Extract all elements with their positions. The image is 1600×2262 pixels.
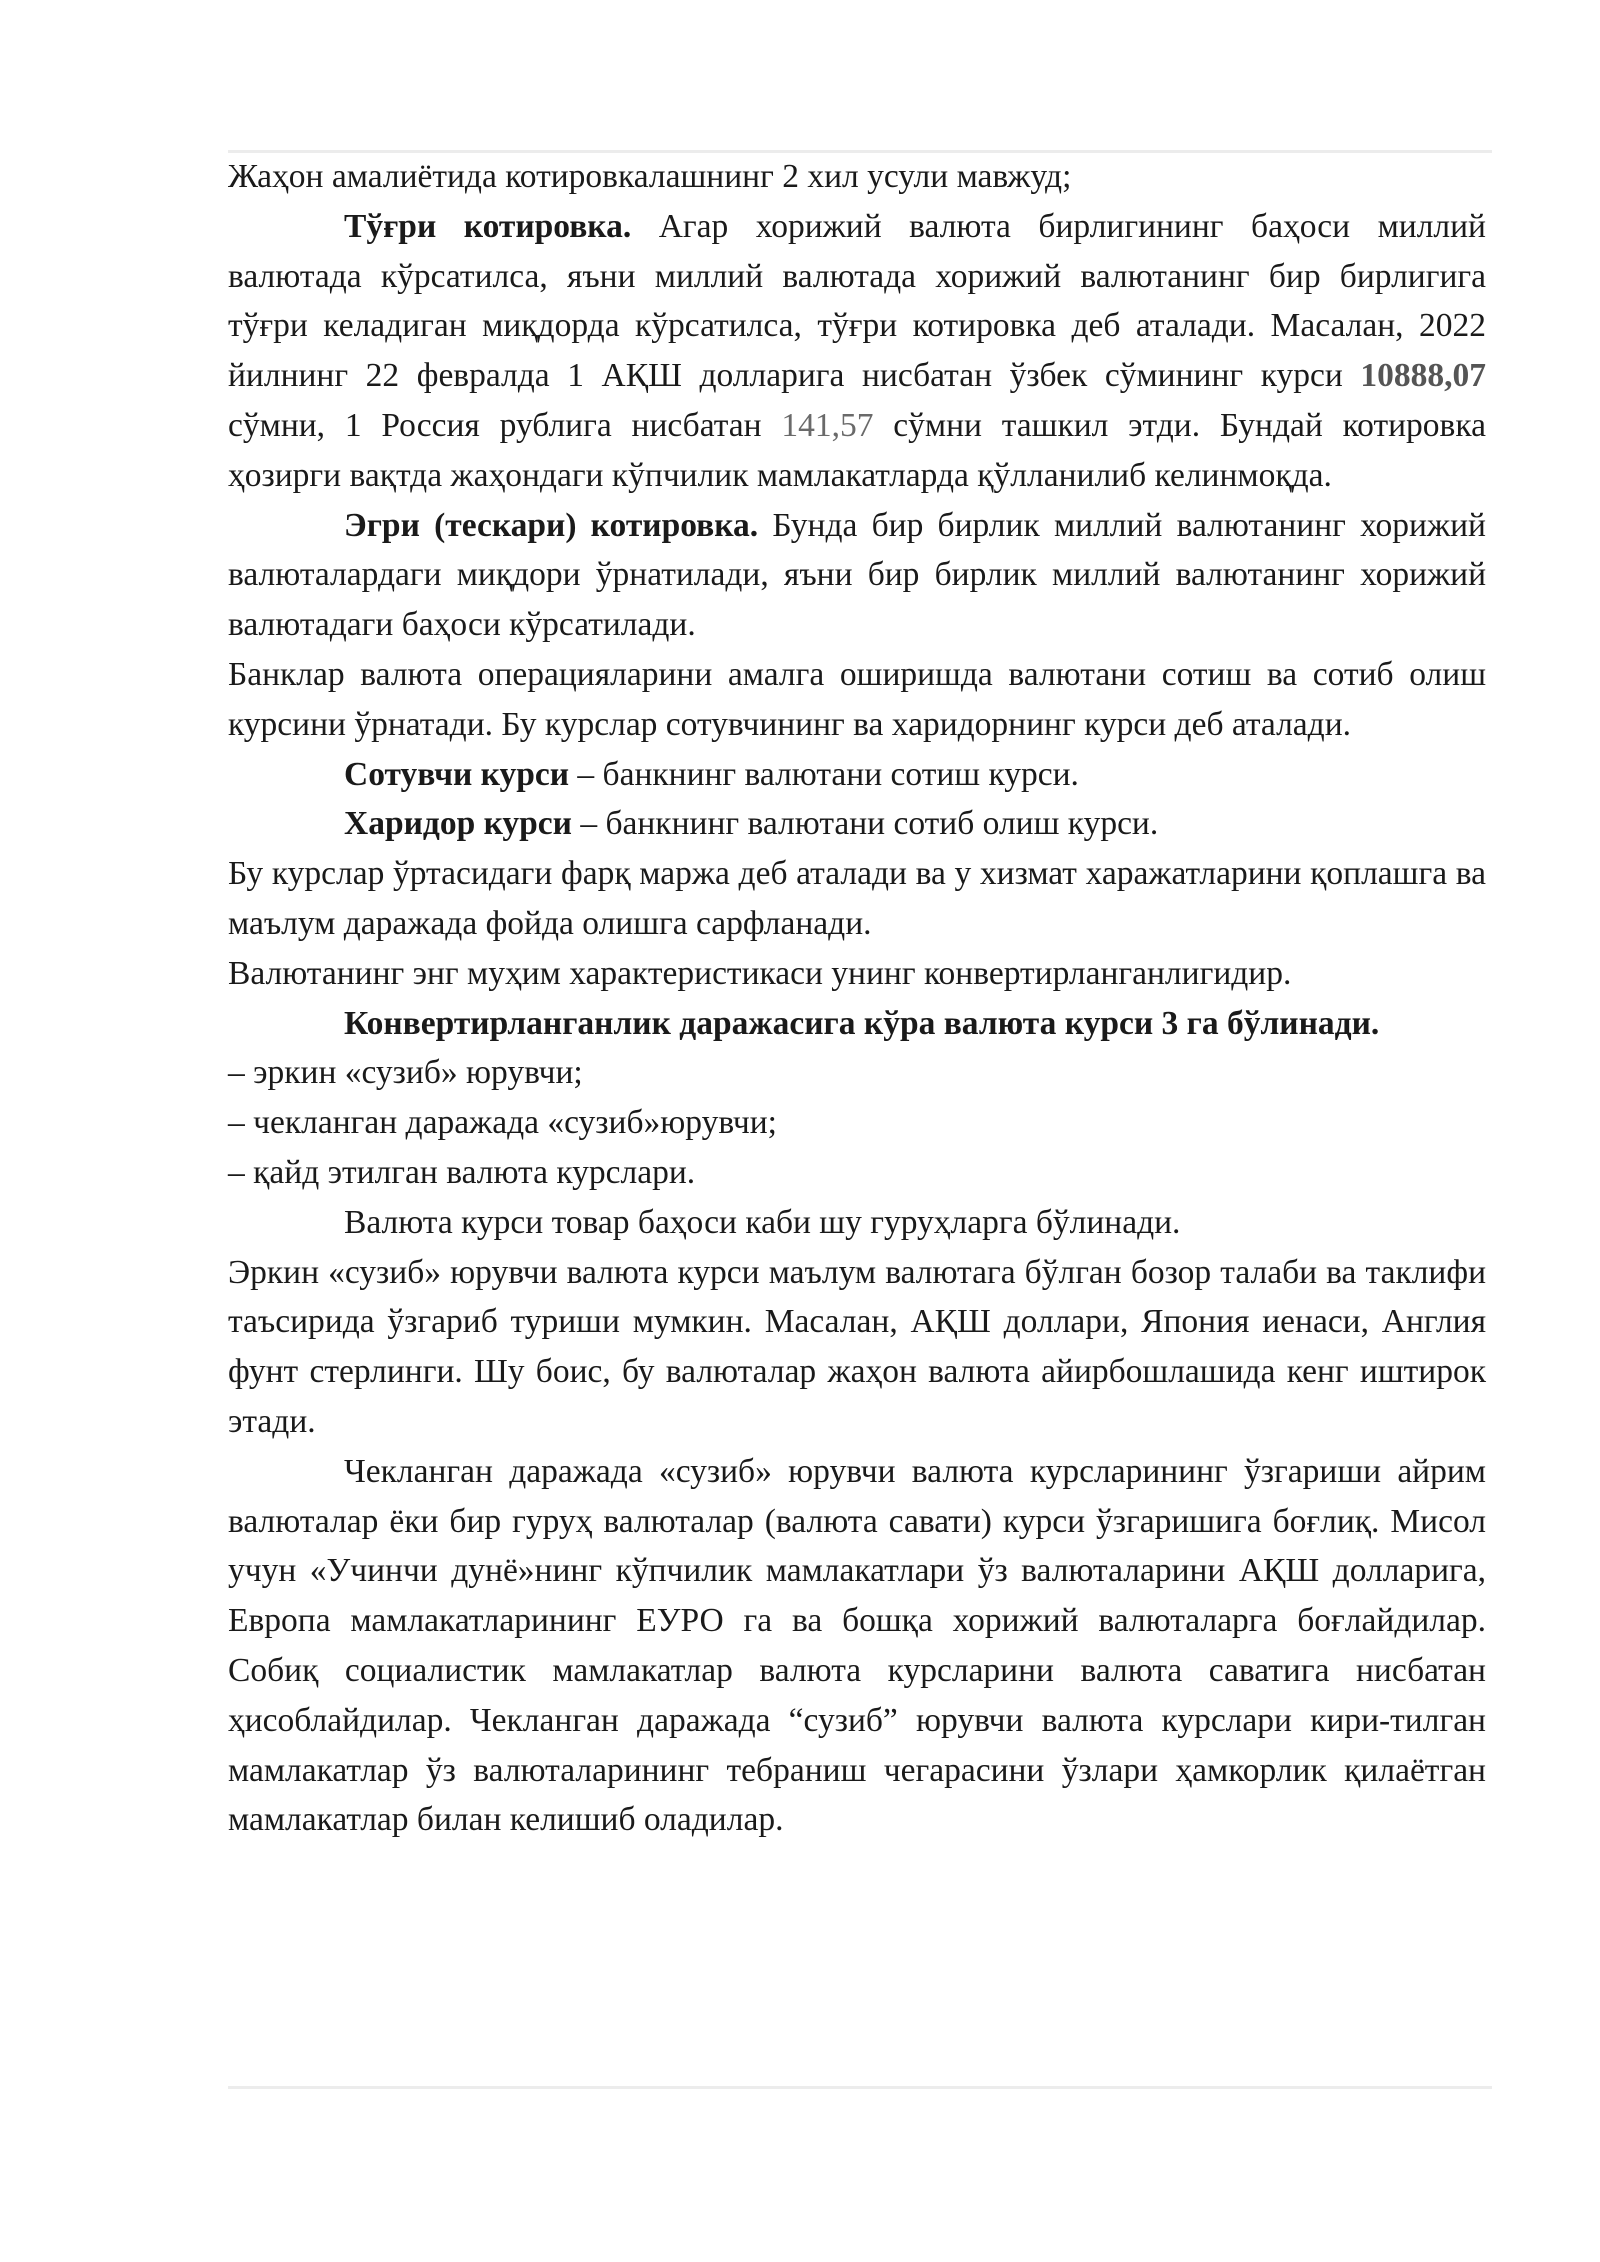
indirect-quotation-paragraph [228,501,1486,650]
seller-rate-text: – банкнинг валютани сотиш курси. [569,755,1079,793]
indirect-quotation-term: Эгри (тескари) котировка. [344,506,759,544]
buyer-rate-term: Харидор курси [344,805,572,843]
document-body [228,152,1486,1845]
convertibility-heading-text: Конвертирланганлик даражасига кўра валюта курси 3 га бўлинади. [344,1004,1380,1042]
direct-quotation-paragraph [228,202,1486,501]
direct-quotation-text-middle: сўмни, 1 Россия рублига нисбатан [228,406,782,444]
buyer-rate-text: – банкнинг валютани сотиб олиш курси. [571,805,1159,843]
direct-quotation-text: Агар хорижий валюта бирлигининг баҳоси миллий валютада кўрсатилса, яъни миллий валютада хорижий валютанинг бир бирлигига тўғри келадиган миқдорда кўрсатилса, тўғри котировка деб аталади. Масалан, 2022 йилнинг 22 февралда 1 АҚШ долларига нисбатан ўзбек сўмининг курси [228,207,1486,395]
indirect-quotation-text: Бунда бир бирлик миллий валютанинг хорижий валюталардаги миқдори ўрнатилади, яъни бир бирлик миллий валютанинг хорижий валютадаги баҳоси кўрсатилади. [228,506,1486,644]
buyer-rate-paragraph [228,799,1486,849]
usd-rate-value: 10888,07 [1360,357,1486,395]
margin-paragraph: Бу курслар ўртасидаги фарқ маржа деб аталади ва у хизмат харажатларини қоплашга ва маълум даражада фойда олишга сарфланади. [228,855,1486,942]
direct-quotation-text-end: сўмни ташкил этди. Бундай котировка ҳозирги вақтда жаҳондаги кўпчилик мамлакатларда қўлланилиб келинмоқда. [228,406,1486,494]
intro-paragraph: Жаҳон амалиётида котировкалашнинг 2 хил усули мавжуд; [228,158,1072,195]
bank-rates-paragraph: Банклар валюта операцияларини амалга оширишда валютани сотиш ва сотиб олиш курсини ўрнатади. Бу курслар сотувчининг ва харидорнинг курси деб аталади. [228,655,1486,743]
rub-rate-value: 141,57 [781,406,874,444]
seller-rate-paragraph [228,750,1486,800]
groups-paragraph: Валюта курси товар баҳоси каби шу гуруҳларга бўлинади. [344,1203,1181,1241]
free-floating-paragraph: Эркин «сузиб» юрувчи валюта курси маълум валютага бўлган бозор талаби ва таклифи таъсирида ўзгариб туриши мумкин. Масалан, АҚШ доллари, Япония иенаси, Англия фунт стерлинги. Шу боис, бу валюталар жаҳон валюта айирбошлашида кенг иштирок этади. [228,1253,1486,1440]
list-item-fixed: – қайд этилган валюта курслари. [228,1153,696,1191]
list-item-floating: – эркин «сузиб» юрувчи; [228,1054,583,1092]
bottom-rule [228,2086,1492,2089]
list-item-limited: – чекланган даражада «сузиб»юрувчи; [228,1104,777,1142]
limited-floating-paragraph: Чекланган даражада «сузиб» юрувчи валюта курсларининг ўзгариши айрим валюталар ёки бир гуруҳ валюталар (валюта савати) курси ўзгаришига боғлиқ. Мисол учун «Учинчи дунё»нинг кўпчилик мамлакатлари ўз валюталарини АҚШ долларига, Европа мамлакатларининг ЕУРО га ва бошқа хорижий валюталарга боғлайдилар. Собиқ социалистик мамлакатлар валюта курсларини валюта саватига нисбатан ҳисоблайдилар. Чекланган даражада “сузиб” юрувчи валюта курслари кири-тилган мамлакатлар ўз валюталарининг тебраниш чегарасини ўзлари ҳамкорлик қилаётган мамлакатлар билан келишиб оладилар. [228,1452,1486,1839]
convertibility-paragraph: Валютанинг энг муҳим характеристикаси унинг конвертирланганлигидир. [228,954,1292,992]
convertibility-heading [228,999,1486,1049]
seller-rate-term: Сотувчи курси [344,755,570,793]
direct-quotation-term: Тўғри котировка. [344,207,632,245]
